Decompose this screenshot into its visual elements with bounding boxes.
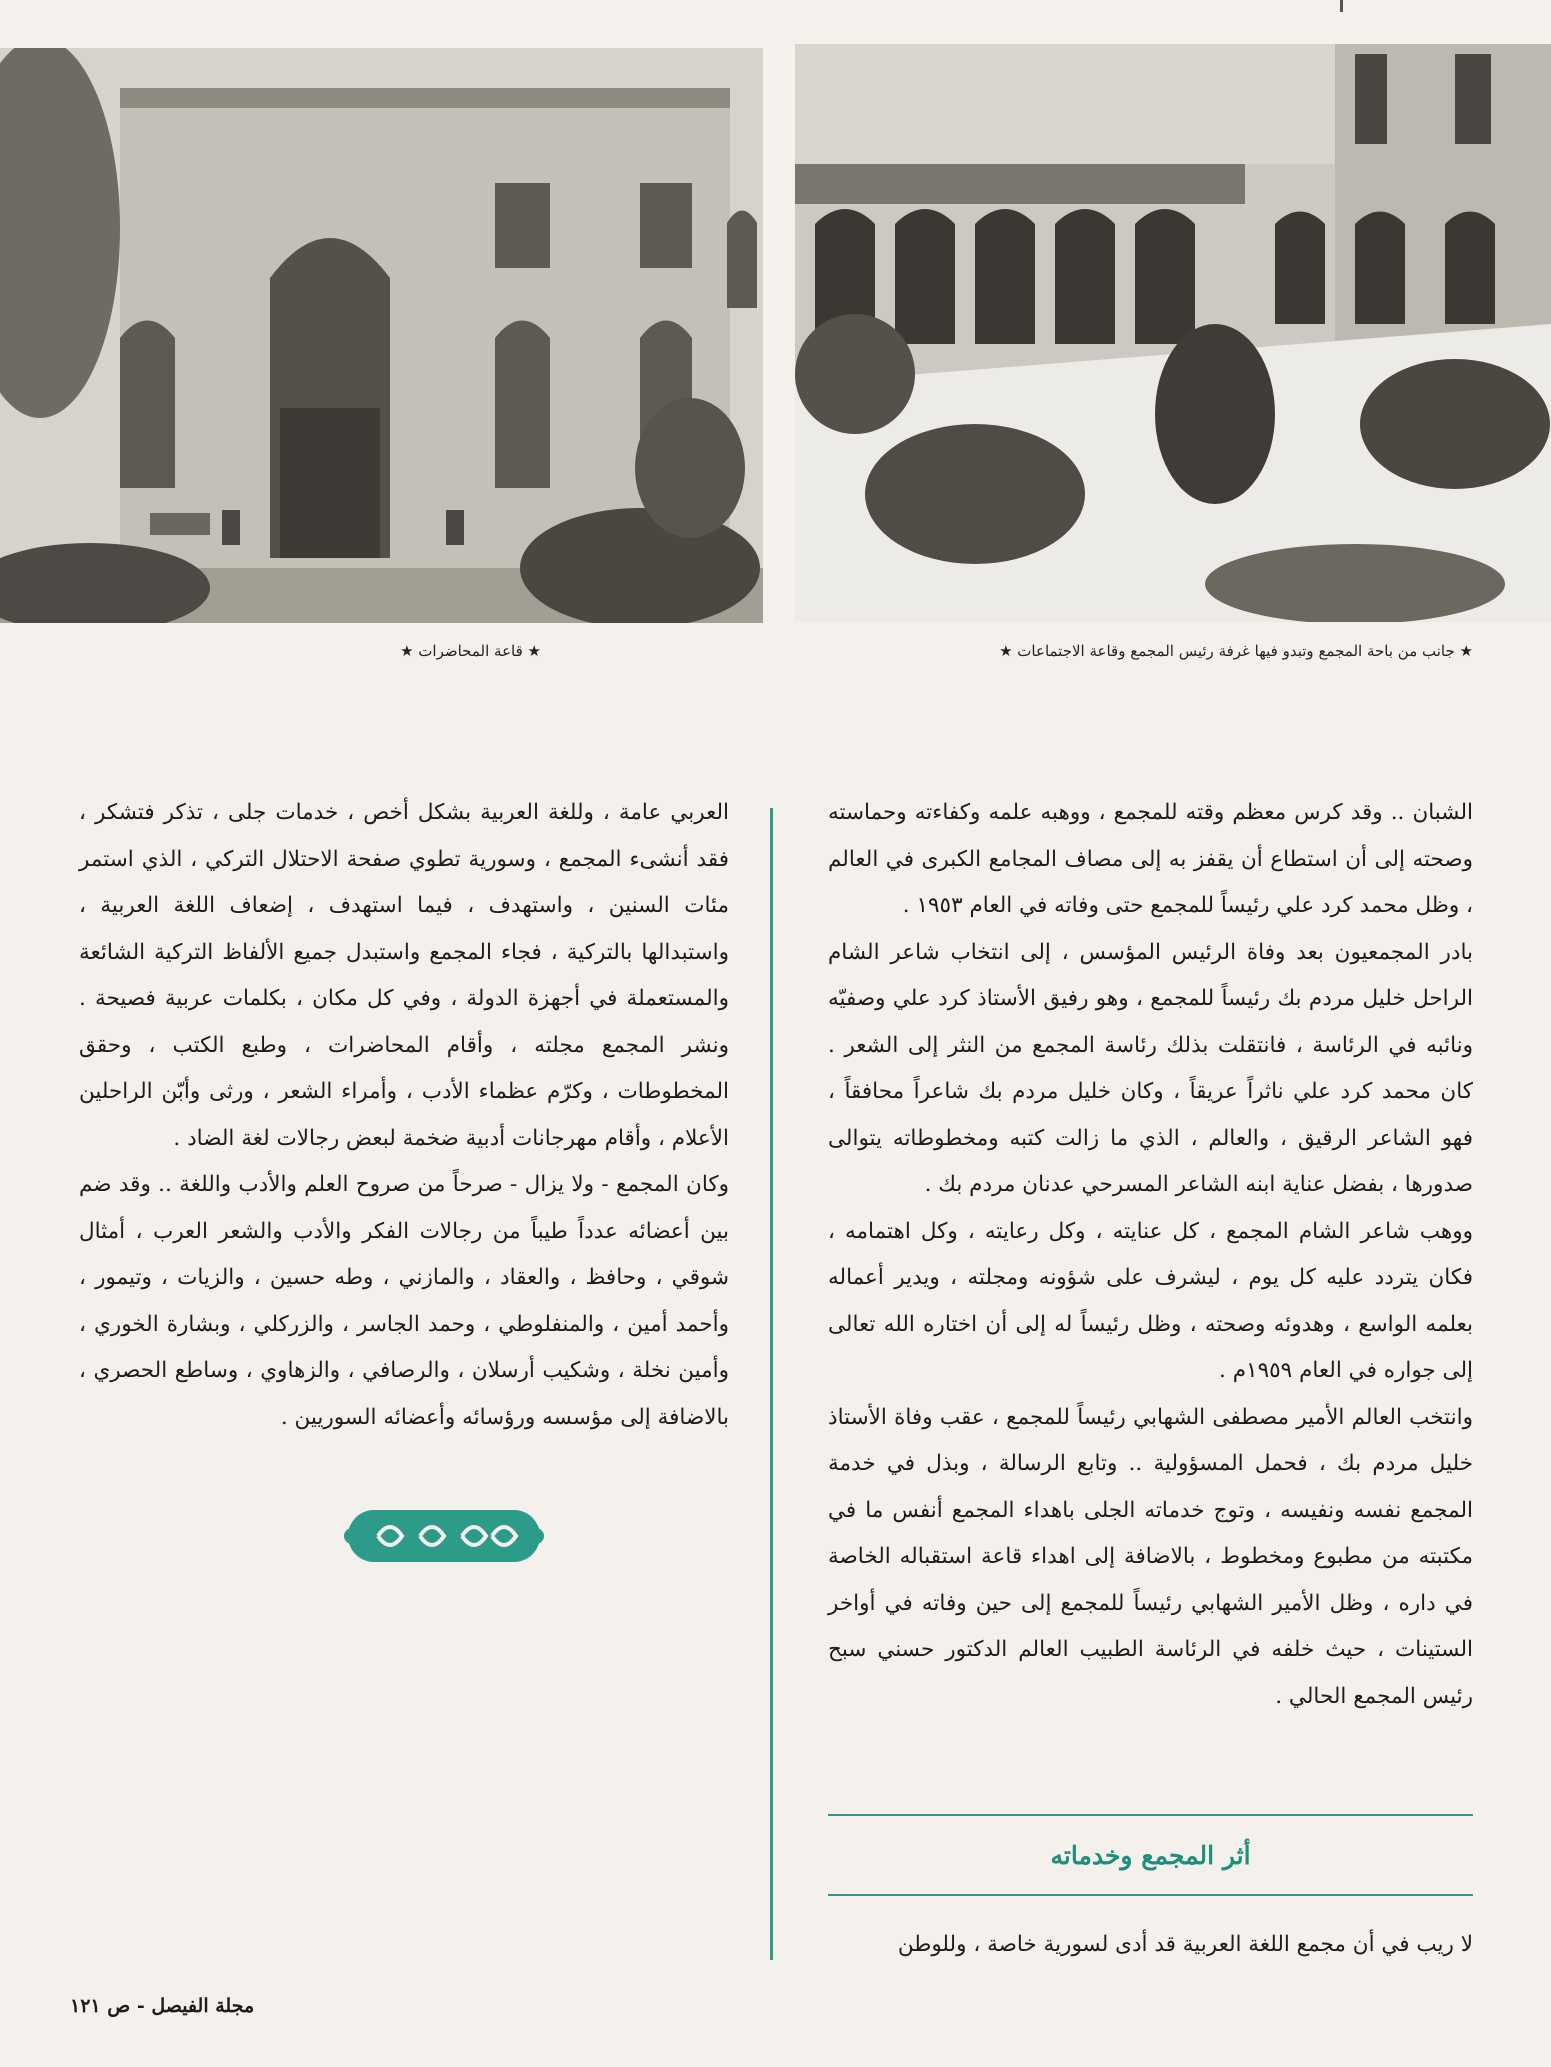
paragraph: العربي عامة ، وللغة العربية بشكل أخص ، خدمات جلى ، تذكر فتشكر ، فقد أنشىء المجمع ، وسورية تطوي صفحة الاحتلال التركي ، الذي استمر مئات السنين ، واستهدف ، فيما استهدف ، إضعاف اللغة العربية ، واستبدالها بالتركية ، فجاء المجمع واستبدل جميع الألفاظ التركية الشائعة والمستعملة في أجهزة الدولة ، وفي كل مكان ، بكلمات عربية فصيحة . ونشر المجمع مجلته ، وأقام المحاضرات ، وطبع الكتب ، وحقق المخطوطات ، وكرّم عظماء الأدب ، وأمراء الشعر ، ورثى وأبّن الراحلين الأعلام ، وأقام مهرجانات أدبية ضخمة لبعض رجالات لغة الضاد . [79,800,729,1151]
caption-star: ★ [999,642,1013,660]
decorative-ornament [338,1502,550,1570]
courtyard-photo-caption [999,642,1473,660]
lecture-hall-photo [0,48,763,623]
paragraph: ووهب شاعر الشام المجمع ، كل عنايته ، وكل رعايته ، وكل اهتمامه ، فكان يتردد عليه كل يوم ، ليشرف على شؤونه ومجلته ، ويدير أعماله بعلمه الواسع ، وهدوئه وصحته ، وظل رئيساً له إلى أن اختاره الله تعالى إلى جواره في العام ١٩٥٩م . [828,1218,1473,1383]
page-footer: مجلة الفيصل - ص ١٢١ [70,1995,255,2017]
paragraph: وكان المجمع - ولا يزال - صرحاً من صروح العلم والأدب واللغة .. وقد ضم بين أعضائه عدداً طيباً من رجالات الفكر والأدب والشعر العرب ، أمثال شوقي ، وحافظ ، والعقاد ، والمازني ، وطه حسين ، والزيات ، وتيمور ، وأحمد أمين ، والمنفلوطي ، وحمد الجاسر ، والزركلي ، وبشارة الخوري ، وأمين نخلة ، وشكيب أرسلان ، والرصافي ، والزهاوي ، وساطع الحصري ، بالاضافة إلى مؤسسه ورؤسائه وأعضائه السوريين . [79,1172,729,1430]
column-divider [770,808,773,1960]
section-heading-text: أثر المجمع وخدماته [1050,1840,1251,1870]
section-heading [828,1814,1473,1896]
article-column-right-tail [828,1922,1473,1969]
courtyard-photo [795,44,1551,622]
lecture-hall-photo-caption [400,642,541,660]
caption-text: قاعة المحاضرات [418,642,523,660]
article-column-left [79,790,729,1441]
caption-text: جانب من باحة المجمع وتبدو فيها غرفة رئيس المجمع وقاعة الاجتماعات [1017,642,1455,660]
caption-star: ★ [400,642,414,660]
paragraph: لا ريب في أن مجمع اللغة العربية قد أدى لسورية خاصة ، وللوطن [897,1932,1473,1957]
article-column-right [828,790,1473,1720]
paragraph: الشبان .. وقد كرس معظم وقته للمجمع ، ووهبه علمه وكفاءته وحماسته وصحته إلى أن استطاع أن يقفز به إلى مصاف المجامع الكبرى في العالم ، وظل محمد كرد علي رئيساً للمجمع حتى وفاته في العام ١٩٥٣ . [828,800,1473,918]
caption-star: ★ [1459,642,1473,660]
page-edge-mark [1340,0,1343,12]
paragraph: وانتخب العالم الأمير مصطفى الشهابي رئيساً للمجمع ، عقب وفاة الأستاذ خليل مردم بك ، فحمل المسؤولية .. وتابع الرسالة ، وبذل في خدمة المجمع نفسه ونفيسه ، وتوج خدماته الجلى باهداء المجمع أنفس ما في مكتبته من مطبوع ومخطوط ، بالاضافة إلى اهداء قاعة استقباله الخاصة في داره ، وظل الأمير الشهابي رئيساً للمجمع إلى حين وفاته في أواخر الستينات ، حيث خلفه في الرئاسة الطبيب العالم الدكتور حسني سبح رئيس المجمع الحالي . [828,1404,1473,1709]
caption-star: ★ [527,642,541,660]
paragraph: بادر المجمعيون بعد وفاة الرئيس المؤسس ، إلى انتخاب شاعر الشام الراحل خليل مردم بك رئيساً للمجمع ، وهو رفيق الأستاذ كرد علي وصفيّه ونائبه في الرئاسة ، فانتقلت بذلك رئاسة المجمع من النثر إلى الشعر . كان محمد كرد علي ناثراً عريقاً ، وكان خليل مردم بك شاعراً محافقاً ، فهو الشاعر الرقيق ، والعالم ، الذي ما زالت كتبه ومخطوطاته يتوالى صدورها ، بفضل عناية ابنه الشاعر المسرحي عدنان مردم بك . [828,939,1473,1197]
